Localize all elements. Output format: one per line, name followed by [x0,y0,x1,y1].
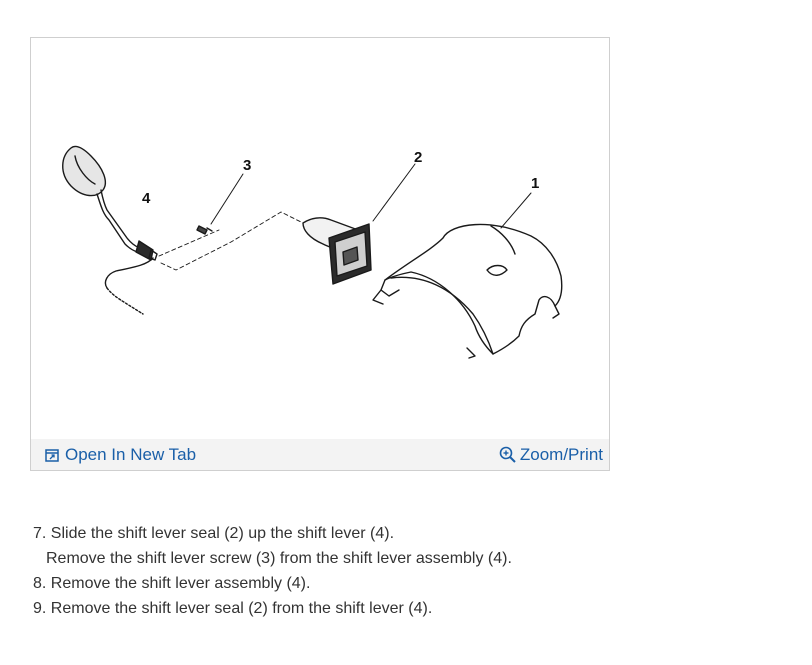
shift-lever-diagram [31,38,609,436]
shift-lever-part [63,146,157,314]
zoom-print-link[interactable] [499,445,603,465]
callout-3: 3 [243,157,252,174]
open-new-tab-icon [45,448,59,462]
open-in-new-tab-link[interactable] [45,445,196,465]
procedure-steps [33,521,793,621]
figure-container [30,37,610,471]
zoom-print-label: Zoom/Print [519,445,603,464]
step-7: 7. Slide the shift lever seal (2) up the shift lever (4). [33,525,395,542]
step-8: 8. Remove the shift lever assembly (4). [33,575,311,592]
step-9: 9. Remove the shift lever seal (2) from the shift lever (4). [33,600,433,617]
callout-4: 4 [142,190,151,207]
callout-1: 1 [531,175,540,192]
figure-toolbar [31,439,609,470]
open-in-new-tab-label: Open In New Tab [65,445,197,464]
zoom-in-icon [499,446,517,464]
callout-2: 2 [414,149,423,166]
shift-lever-seal-part [303,218,371,284]
shift-lever-screw-part [197,226,212,234]
step-7-continued: Remove the shift lever screw (3) from the shift lever assembly (4). [46,550,512,567]
column-cover-part [373,224,562,358]
